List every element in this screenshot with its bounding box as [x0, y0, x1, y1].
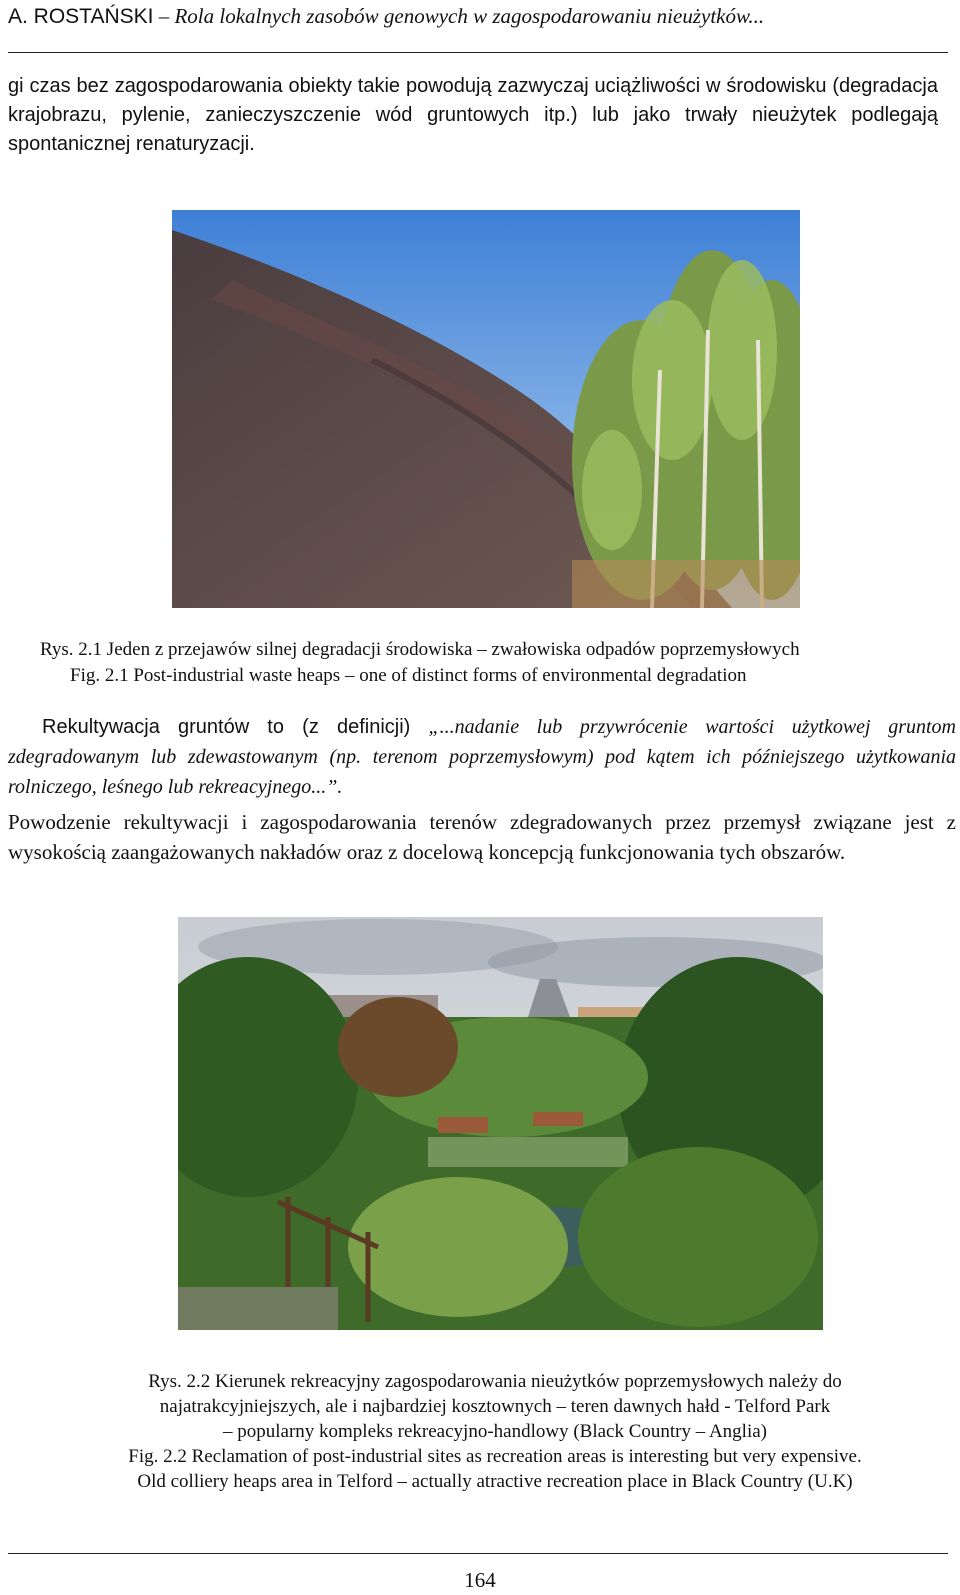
- figure-1-caption: [40, 637, 940, 689]
- body-paragraph-2: Powodzenie rekultywacji i zagospodarowania terenów zdegradowanych przez przemysł związane jest z wysokością zaangażowanych nakładów oraz z docelową koncepcją funkcjonowania tych obszarów.: [8, 810, 956, 864]
- waste-heap-photo: [172, 210, 800, 608]
- header-author: A. ROSTAŃSKI: [8, 5, 154, 28]
- figure-2-caption-pl-3: – popularny kompleks rekreacyjno-handlowy (Black Country – Anglia): [222, 1421, 767, 1442]
- running-header: [8, 4, 764, 29]
- figure-1-caption-pl: Rys. 2.1 Jeden z przejawów silnej degradacji środowiska – zwałowiska odpadów poprzemysłowych: [40, 639, 800, 660]
- figure-1-caption-en: Fig. 2.1 Post-industrial waste heaps – one of distinct forms of environmental degradation: [70, 665, 747, 686]
- header-title: – Rola lokalnych zasobów genowych w zagospodarowaniu nieużytków...: [153, 4, 765, 28]
- definition-paragraph: [8, 712, 956, 802]
- page-number: 164: [464, 1568, 496, 1592]
- figure-2-caption: [30, 1369, 960, 1494]
- definition-quote: „...nadanie lub przywrócenie wartości użytkowej gruntom zdegradowanym lub zdewastowanym (np. terenom poprzemysłowym) pod kątem ich późniejszego użytkowania rolniczego, leśnego lub rekreacyjnego...”.: [8, 716, 956, 798]
- body-paragraph-1: gi czas bez zagospodarowania obiekty takie powodują zazwyczaj uciążliwości w środowisku (degradacja krajobrazu, pylenie, zanieczyszczenie wód gruntowych itp.) lub jako trwały nieużytek podlegają spontanicznej renaturyzacji.: [8, 75, 938, 155]
- telford-park-photo: [178, 917, 823, 1330]
- figure-2-caption-pl-1: Rys. 2.2 Kierunek rekreacyjny zagospodarowania nieużytków poprzemysłowych należy do: [148, 1371, 842, 1392]
- figure-2-caption-en-2: Old colliery heaps area in Telford – actually atractive recreation place in Black Country (U.K): [137, 1471, 853, 1492]
- figure-2-caption-pl-2: najatrakcyjniejszych, ale i najbardziej kosztownych – teren dawnych hałd - Telford Park: [159, 1396, 831, 1417]
- definition-lead: Rekultywacja gruntów to (z definicji): [42, 716, 429, 738]
- figure-2-caption-en-1: Fig. 2.2 Reclamation of post-industrial sites as recreation areas is interesting but very expensive.: [128, 1446, 862, 1467]
- footer-rule: [8, 1553, 948, 1554]
- header-rule: [8, 52, 948, 53]
